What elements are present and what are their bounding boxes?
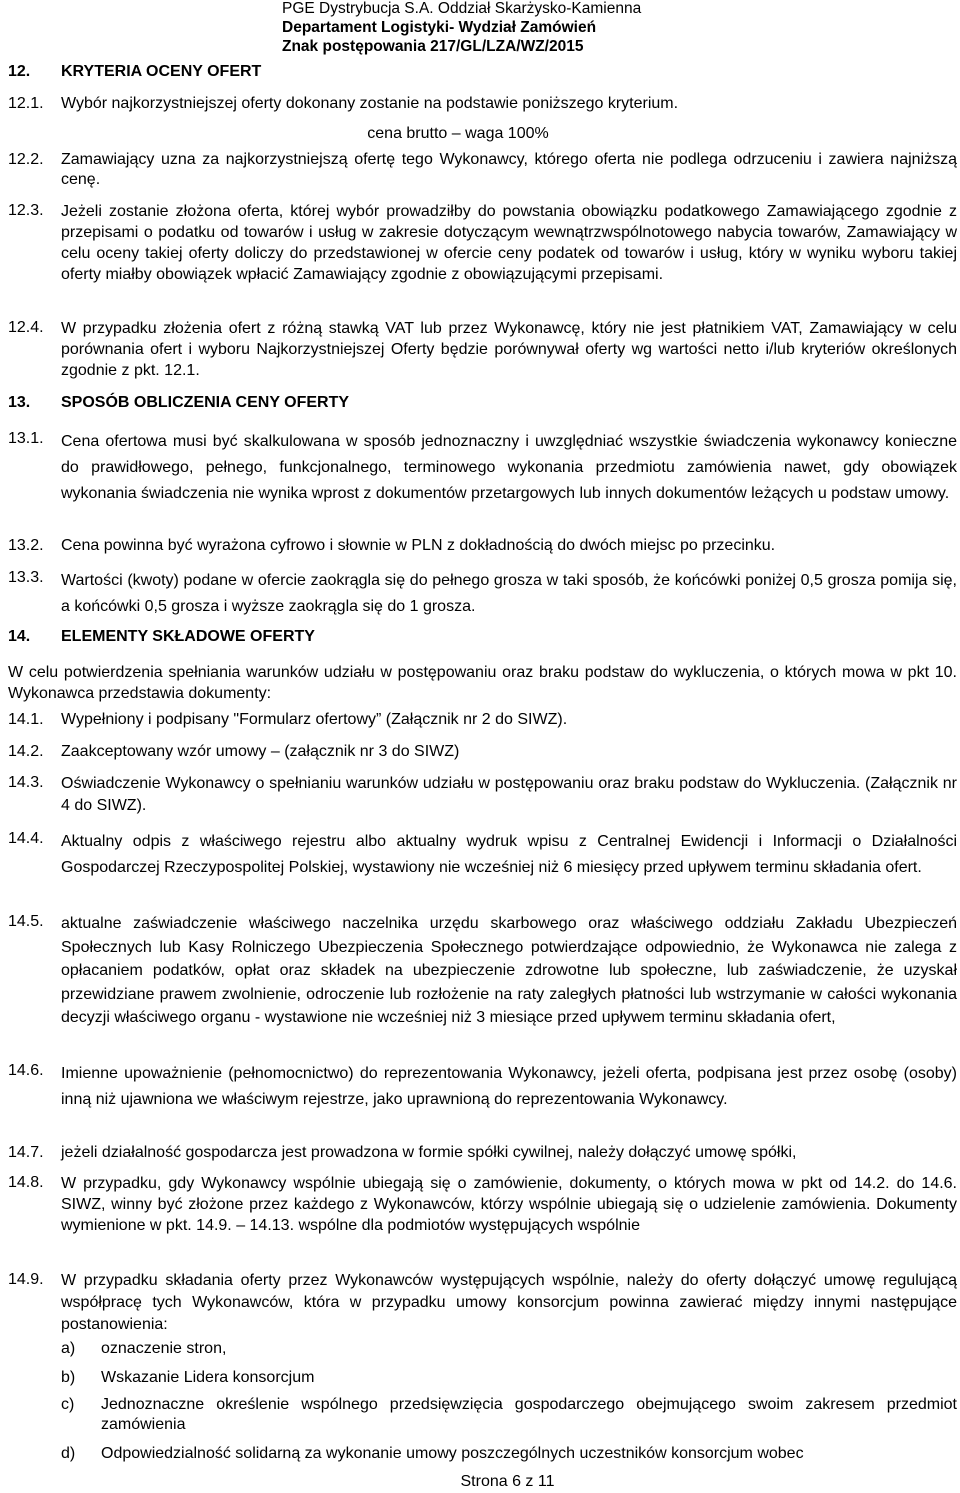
clause-text: jeżeli działalność gospodarcza jest prowadzona w formie spółki cywilnej, należy dołączyć umowę spółki, [61, 1144, 797, 1161]
clause-12-2 [8, 150, 957, 190]
clause-text: W przypadku, gdy Wykonawcy wspólnie ubiegają się o zamówienie, dokumenty, o których mowa w pkt od 14.2. do 14.6. SIWZ, winny być złożone przez każdego z Wykonawców, którzy wspólnie ubiegają się o udzielenie zamówienia. Dokumenty wymienione w pkt. 14.9. – 14.13. wspólne dla podmiotów występujących wspólnie [61, 1175, 957, 1234]
page-number: Strona 6 z 11 [460, 1473, 555, 1490]
clause-13-1 [8, 429, 957, 507]
section-number: 12. [8, 63, 31, 80]
header-company: PGE Dystrybucja S.A. Oddział Skarżysko-Kamienna [282, 0, 642, 17]
clause-text: W przypadku złożenia ofert z różną stawką VAT lub przez Wykonawcę, który nie jest płatnikiem VAT, Zamawiający w celu porównania ofert i wyboru Najkorzystniejszej Oferty będzie porównywał oferty wg wartości netto i/lub kryteriów określonych zgodnie z pkt. 12.1. [61, 320, 957, 379]
section-14-heading [8, 628, 315, 646]
section-12-heading [8, 63, 261, 81]
clause-text: Cena ofertowa musi być skalkulowana w sposób jednoznaczny i uwzględniać wszystkie świadczenia wykonawcy konieczne do prawidłowego, pełnego, funkcjonalnego, terminowego wykonania przedmiotu zamówienia nawet, gdy obowiązek wykonania świadczenia nie wynika wprost z dokumentów przetargowych lub innych dokumentów leżących u podstaw umowy. [61, 433, 957, 502]
clause-number: 14.3. [8, 774, 44, 791]
provision-c [61, 1395, 957, 1435]
clause-12-1 [8, 94, 957, 114]
clause-number: 12.4. [8, 319, 44, 336]
clause-14-5 [8, 912, 957, 1030]
section-title: KRYTERIA OCENY OFERT [61, 63, 262, 80]
clause-12-4 [8, 318, 957, 381]
clause-14-8 [8, 1173, 957, 1236]
clause-14-3 [8, 773, 957, 817]
clause-text: Aktualny odpis z właściwego rejestru albo aktualny wydruk wpisu z Centralnej Ewidencji i Informacji o Działalności Gospodarczej Rzeczypospolitej Polskiej, wystawiony nie wcześniej niż 6 miesięcy przed upływem terminu składania ofert. [61, 833, 957, 876]
clause-text: Oświadczenie Wykonawcy o spełnianiu warunków udziału w postępowaniu oraz braku podstaw do Wykluczenia. (Załącznik nr 4 do SIWZ). [61, 775, 957, 814]
section-number: 14. [8, 628, 31, 645]
clause-12-3 [8, 201, 957, 285]
clause-text: Wartości (kwoty) podane w ofercie zaokrągla się do pełnego grosza w taki sposób, że końcówki poniżej 0,5 grosza pomija się, a końcówki 0,5 grosza i wyższe zaokrągla się do 1 grosza. [61, 572, 957, 615]
clause-14-9 [8, 1270, 957, 1336]
clause-number: 12.1. [8, 95, 44, 112]
section-title: SPOSÓB OBLICZENIA CENY OFERTY [61, 394, 350, 411]
criterion-line: cena brutto – waga 100% [367, 125, 549, 142]
clause-13-2 [8, 536, 957, 556]
clause-text: Wypełniony i podpisany "Formularz ofertowy” (Załącznik nr 2 do SIWZ). [61, 711, 568, 728]
provision-text: oznaczenie stron, [101, 1340, 227, 1357]
provision-b [61, 1368, 957, 1388]
provision-a [61, 1339, 957, 1359]
provision-letter: b) [61, 1369, 76, 1386]
clause-14-2 [8, 742, 957, 762]
clause-text: Zamawiający uzna za najkorzystniejszą ofertę tego Wykonawcy, którego oferta nie podlega odrzuceniu i zawiera najniższą cenę. [61, 151, 957, 188]
clause-number: 14.5. [8, 913, 44, 930]
provision-text: Odpowiedzialność solidarną za wykonanie umowy poszczególnych uczestników konsorcjum wobec [101, 1445, 804, 1462]
clause-number: 13.1. [8, 430, 44, 447]
section-title: ELEMENTY SKŁADOWE OFERTY [61, 628, 315, 645]
section-14-intro: W celu potwierdzenia spełniania warunków udziału w postępowaniu oraz braku podstaw do wykluczenia, o których mowa w pkt 10. Wykonawca przedstawia dokumenty: [8, 664, 957, 702]
header-department: Departament Logistyki- Wydział Zamówień [282, 19, 597, 36]
clause-text: Cena powinna być wyrażona cyfrowo i słownie w PLN z dokładnością do dwóch miejsc po przecinku. [61, 537, 776, 554]
clause-number: 14.1. [8, 711, 44, 728]
provision-letter: d) [61, 1445, 76, 1462]
clause-14-7 [8, 1143, 957, 1163]
provision-text: Jednoznaczne określenie wspólnego przedsięwzięcia gospodarczego obejmującego swoim zakresem przedmiot zamówienia [101, 1396, 957, 1433]
section-13-heading [8, 394, 349, 412]
clause-number: 14.9. [8, 1271, 44, 1288]
section-number: 13. [8, 394, 31, 411]
clause-number: 14.2. [8, 743, 44, 760]
clause-number: 13.3. [8, 569, 44, 586]
provision-letter: a) [61, 1340, 76, 1357]
clause-number: 12.2. [8, 151, 44, 168]
clause-number: 14.8. [8, 1174, 44, 1191]
clause-number: 14.4. [8, 830, 44, 847]
document-header [282, 0, 641, 56]
clause-text: Imienne upoważnienie (pełnomocnictwo) do reprezentowania Wykonawcy, jeżeli oferta, podpisana jest przez osobę (osoby) inną niż ujawniona we właściwym rejestrze, jako uprawnioną do reprezentowania Wykonawcy. [61, 1065, 957, 1108]
provision-text: Wskazanie Lidera konsorcjum [101, 1369, 315, 1386]
clause-number: 13.2. [8, 537, 44, 554]
clause-number: 14.6. [8, 1062, 44, 1079]
clause-text: W przypadku składania oferty przez Wykonawców występujących wspólnie, należy do oferty dołączyć umowę regulującą współpracę tych Wykonawców, która w przypadku umowy konsorcjum powinna zawierać między innymi następujące postanowienia: [61, 1272, 957, 1333]
clause-13-3 [8, 568, 957, 620]
provision-letter: c) [61, 1396, 75, 1413]
clause-text: Jeżeli zostanie złożona oferta, której wybór prowadziłby do powstania obowiązku podatkowego Zamawiającego zgodnie z przepisami o podatku od towarów i usług w zakresie dotyczącym wewnątrzwspólnotowego nabycia towarów, Zamawiający w celu oceny takiej oferty doliczy do przedstawionej w ofercie ceny podatek od towarów i usług, który w wyniku wyboru takiej oferty miałby obowiązek wpłacić Zamawiający zgodnie z obowiązującymi przepisami. [61, 203, 957, 283]
clause-number: 12.3. [8, 202, 44, 219]
provision-d [61, 1444, 957, 1464]
clause-text: Wybór najkorzystniejszej oferty dokonany zostanie na podstawie poniższego kryterium. [61, 95, 679, 112]
clause-text: Zaakceptowany wzór umowy – (załącznik nr 3 do SIWZ) [61, 743, 460, 760]
clause-number: 14.7. [8, 1144, 44, 1161]
clause-14-1 [8, 710, 957, 730]
clause-14-6 [8, 1061, 957, 1113]
clause-text: aktualne zaświadczenie właściwego naczelnika urzędu skarbowego oraz właściwego oddziału Zakładu Ubezpieczeń Społecznych lub Kasy Rolniczego Ubezpieczenia Społecznego potwierdzające odpowiednio, że Wykonawca nie zalega z opłacaniem podatków, opłat oraz składek na ubezpieczenie zdrowotne lub społeczne, lub zaświadczenie, że uzyskał przewidziane prawem zwolnienie, odroczenie lub rozłożenie na raty zaległych płatności lub wstrzymanie w całości wykonania decyzji właściwego organu - wystawione nie wcześniej niż 3 miesiące przed upływem terminu składania ofert, [61, 915, 957, 1026]
clause-14-4 [8, 829, 957, 881]
header-reference: Znak postępowania 217/GL/LZA/WZ/2015 [282, 38, 584, 55]
